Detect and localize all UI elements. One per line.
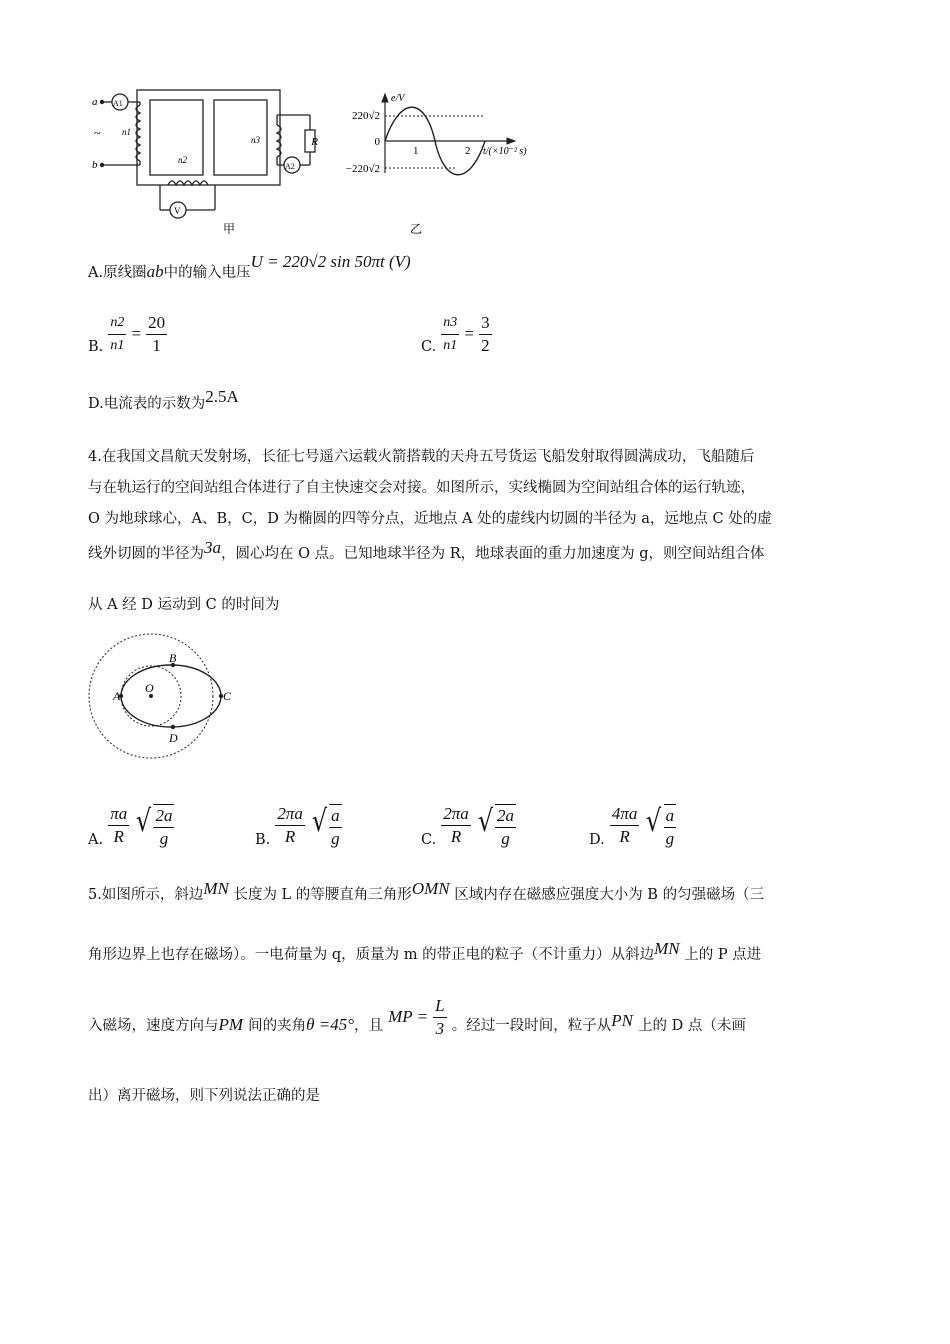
transformer-figure: [90, 85, 320, 245]
point-d-label: D: [169, 731, 178, 745]
voltmeter-label: V: [174, 206, 181, 216]
q5-line-3: 入磁场，速度方向与PM 间的夹角θ =45°，且 MP = $\frac{L}{3}$ 。经过一段时间，粒子从PN 上的 D 点（未画: [88, 996, 746, 1038]
q3-option-a: A.原线圈ab中的输入电压U = 220√2 sin 50πt (V): [88, 252, 411, 281]
y-min-label: −220√2: [345, 163, 380, 175]
figure-jia-caption: 甲: [223, 222, 236, 236]
q4-line-3: O 为地球球心，A、B，C，D 为椭圆的四等分点，近地点 A 处的虚线内切圆的半径为 a，远地点 C 处的虚: [88, 511, 772, 527]
q5-line-4: 出）离开磁场，则下列说法正确的是: [88, 1088, 320, 1104]
q4-option-c: C. $\frac{2\pi a}{R}$ √ $\frac{2a}{g}$: [421, 803, 515, 848]
y-axis-label: e/V: [391, 93, 405, 104]
coil-n1-label: n1: [122, 127, 131, 137]
center-o-label: O: [145, 681, 154, 695]
tick-2-label: 2: [465, 145, 471, 157]
terminal-a-label: a: [92, 96, 98, 108]
input-voltage-formula: U = 220√2 sin 50πt (V): [250, 252, 411, 271]
tick-1-label: 1: [413, 145, 419, 157]
q3-option-b: B. $\frac{n2}{n1}$ = $\frac{20}{1}$: [88, 313, 166, 355]
q4-option-a: A. $\frac{\pi a}{R}$ √ $\frac{2a}{g}$: [88, 803, 173, 848]
ac-source-symbol: ~: [94, 126, 101, 140]
coil-n3-label: n3: [251, 135, 260, 145]
coil-n2-label: n2: [178, 155, 187, 165]
q4-line-4: 线外切圆的半径为3a，圆心均在 O 点。已知地球半径为 R，地球表面的重力加速度为 g，则空间站组合体: [88, 538, 765, 562]
q4-line-1: 4.在我国文昌航天发射场，长征七号遥六运载火箭搭载的天舟五号货运飞船发射取得圆满成功，飞船随后: [88, 449, 755, 465]
q5-line-1: 5.如图所示，斜边MN 长度为 L 的等腰直角三角形OMN 区域内存在磁感应强度大小为 B 的匀强磁场（三: [88, 879, 765, 903]
waveform-figure: [325, 88, 550, 238]
q4-line-2: 与在轨运行的空间站组合体进行了自主快速交会对接。如图所示，实线椭圆为空间站组合体的运行轨迹，: [88, 480, 755, 496]
resistor-label: R: [311, 136, 318, 148]
ammeter-a2-label: A2: [285, 162, 295, 171]
orbit-figure: [85, 628, 245, 763]
q3-option-d: D.电流表的示数为2.5A: [88, 387, 239, 412]
ammeter-a1-label: A1: [113, 99, 123, 108]
q3-option-c: C. $\frac{n3}{n1}$ = $\frac{3}{2}$: [421, 313, 490, 355]
q5-line-2: 角形边界上也存在磁场）。一电荷量为 q，质量为 m 的带正电的粒子（不计重力）从斜边MN 上的 P 点进: [88, 939, 762, 963]
figure-yi-caption: 乙: [410, 222, 423, 236]
y-max-label: 220√2: [351, 110, 380, 122]
q4-line-5: 从 A 经 D 运动到 C 的时间为: [88, 597, 280, 613]
terminal-b-label: b: [92, 159, 98, 171]
point-a-label: A: [113, 689, 121, 703]
q4-option-d: D. $\frac{4\pi a}{R}$ √ $\frac{a}{g}$: [589, 803, 675, 848]
x-axis-label: t/(×10⁻² s): [483, 146, 527, 157]
point-c-label: C: [223, 689, 232, 703]
origin-label: 0: [374, 136, 380, 148]
point-b-label: B: [169, 651, 177, 665]
q4-option-b: B. $\frac{2\pi a}{R}$ √ $\frac{a}{g}$: [255, 803, 340, 848]
